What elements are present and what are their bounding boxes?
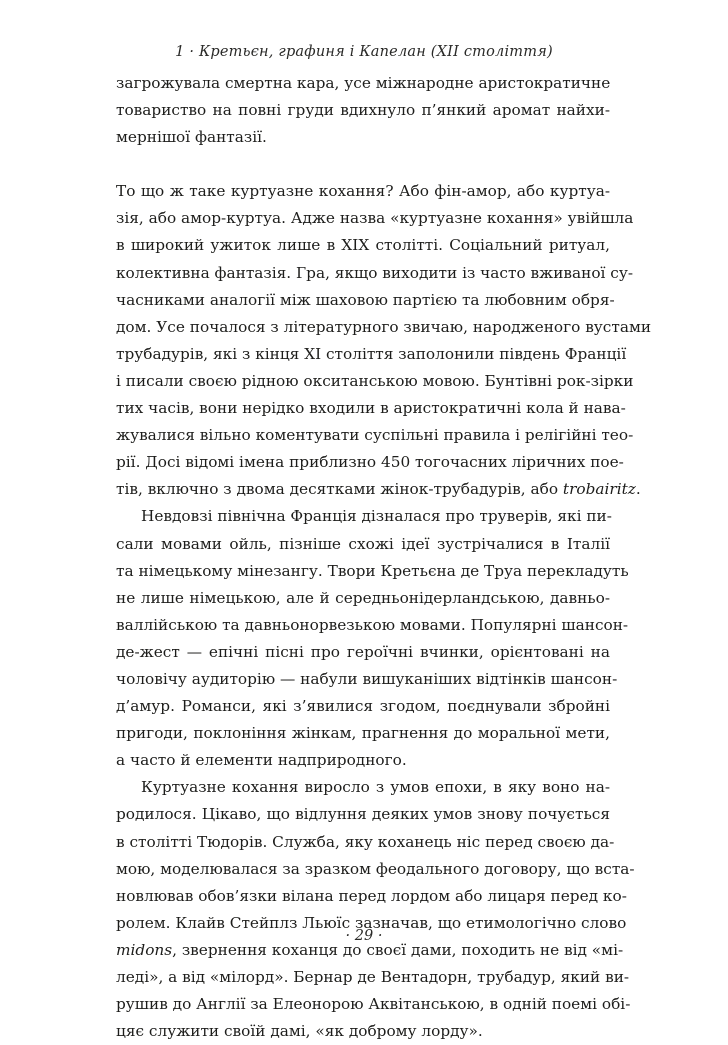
text-line: рії. Досі відомі імена приблизно 450 тогочасних ліричних пое- xyxy=(116,453,624,472)
text-line: жувалися вільно коментувати суспільні правила і релігійні тео- xyxy=(116,426,634,445)
text-line: пригоди, поклоніння жінкам, прагнення до моральної мети, xyxy=(116,724,610,743)
text-line: часниками аналогії між шаховою партією та любовним обря- xyxy=(116,290,615,309)
text-line: чоловічу аудиторію — набули вишуканіших відтінків шансон- xyxy=(116,669,618,688)
paragraph xyxy=(116,70,610,151)
text-line: сали мовами ойль, пізніше схожі ідеї зустрічалися в Італії xyxy=(116,534,610,553)
text-line: д’амур. Романси, які з’явилися згодом, поєднували збройні xyxy=(116,697,610,716)
text-line: Куртуазне кохання виросло з умов епохи, в яку воно на- xyxy=(141,778,610,797)
text-line: в широкий ужиток лише в XIX столітті. Соціальний ритуал, xyxy=(116,236,610,255)
text-line: мою, моделювалася за зразком феодального договору, що вста- xyxy=(116,859,635,878)
text-line: леді», а від «мілорд». Бернар де Вентадорн, трубадур, який ви- xyxy=(116,968,630,986)
text-line: новлював обов’язки вілана перед лордом або лицаря перед ко- xyxy=(116,886,627,905)
text-line: родилося. Цікаво, що відлуння деяких умов знову почується xyxy=(116,805,610,824)
text-line: цяє служити своїй дамі, «як доброму лорду». xyxy=(116,1022,483,1041)
text-line: мернішої фантазії. xyxy=(116,128,267,147)
italic-term: trobairitz xyxy=(562,480,636,499)
text-line: в столітті Тюдорів. Служба, яку коханець ніс перед своєю да- xyxy=(116,832,615,851)
text-fragment: , звернення коханця до своєї дами, походить не від «мі- xyxy=(172,940,624,959)
text-line: загрожувала смертна кара, усе міжнародне аристократичне xyxy=(116,74,611,92)
text-line: колективна фантазія. Гра, якщо виходити із часто вживаної су- xyxy=(116,263,634,282)
text-line: та німецькому мінезангу. Твори Кретьєна де Труа перекладуть xyxy=(116,561,629,580)
paragraph xyxy=(116,774,635,1045)
text-line: зія, або амор-куртуа. Адже назва «куртуазне кохання» увійшла xyxy=(116,209,634,228)
text-fragment: . xyxy=(635,480,641,499)
text-line: а часто й елементи надприродного. xyxy=(116,751,407,770)
text-line: тих часів, вони нерідко входили в аристократичні кола й нава- xyxy=(116,399,626,418)
text-line: де-жест — епічні пісні про героїчні вчинки, орієнтовані на xyxy=(116,642,610,661)
body-text xyxy=(116,70,652,1045)
page-number: · 29 · xyxy=(345,928,383,944)
text-line: валлійською та давньонорвезькою мовами. Популярні шансон- xyxy=(116,615,629,634)
italic-term: midons xyxy=(116,940,173,959)
text-fragment: тів, включно з двома десятками жінок-трубадурів, або xyxy=(116,480,563,499)
text-line: не лише німецькою, але й середньонідерландською, давньо- xyxy=(116,588,610,607)
text-line: ролем. Клайв Стейплз Льюїс зазначав, що етимологічно слово xyxy=(116,913,627,932)
text-line: Невдовзі північна Франція дізналася про труверів, які пи- xyxy=(141,507,612,526)
text-line: трубадурів, які з кінця XI століття заполонили південь Франції xyxy=(116,344,627,363)
paragraph xyxy=(116,178,652,503)
text-line: дом. Усе почалося з літературного звичаю, народженого вустами xyxy=(116,317,652,336)
section-break xyxy=(116,151,610,178)
text-line xyxy=(116,476,641,503)
text-line: і писали своєю рідною окситанською мовою. Бунтівні рок-зірки xyxy=(116,371,634,390)
paragraph xyxy=(116,503,629,774)
text-line: товариство на повні груди вдихнуло п’янкий аромат найхи- xyxy=(116,101,610,120)
text-line: То що ж таке куртуазне кохання? Або фін-амор, або куртуа- xyxy=(116,182,610,201)
text-line: рушив до Англії за Елеонорою Аквітанською, в одній поемі обі- xyxy=(116,995,631,1014)
running-head: 1 · Кретьєн, графиня і Капелан (XII століття) xyxy=(175,44,553,60)
